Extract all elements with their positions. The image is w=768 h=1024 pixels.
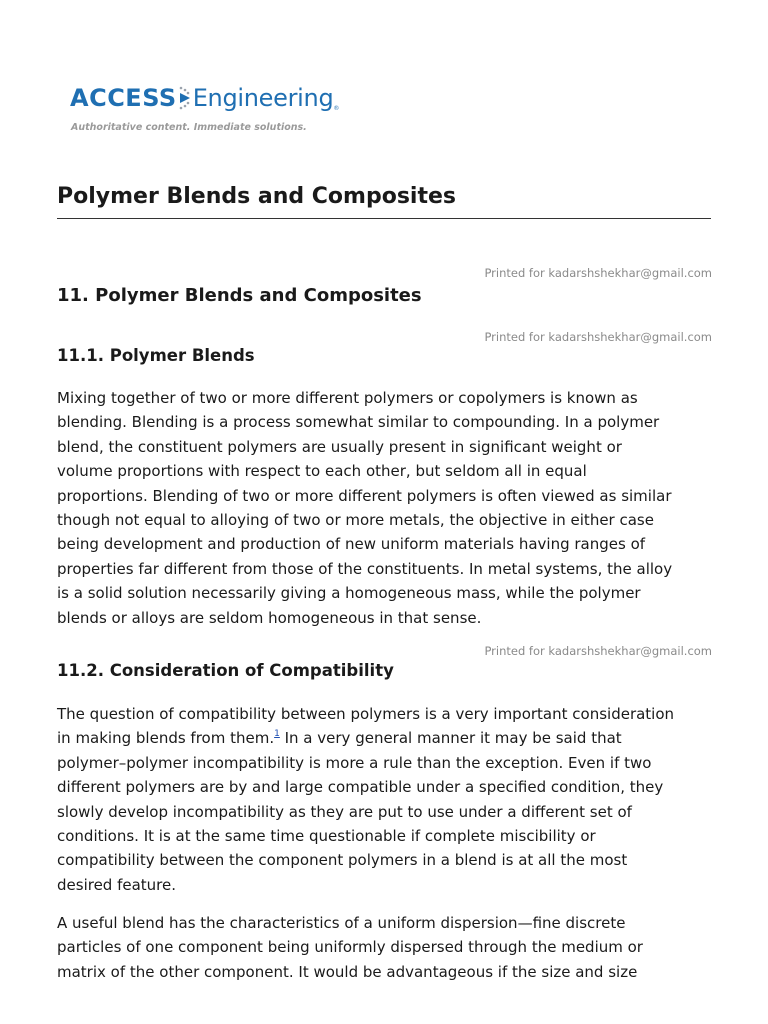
text-line: blend, the constituent polymers are usually present in significant weight or [57,437,622,456]
logo-arrow-icon [178,85,192,111]
text-segment: in making blends from them. [57,729,275,748]
body-paragraph [57,702,713,897]
printed-for-notice: Printed for kadarshshekhar@gmail.com [484,266,712,280]
text-line: though not equal to alloying of two or more metals, the objective in either case [57,511,654,530]
section-heading: 11.1. Polymer Blends [57,346,255,365]
logo-engineering-text: Engineering [192,84,334,112]
title-divider [57,218,711,219]
text-line: particles of one component being uniformly dispersed through the medium or [57,938,643,957]
printed-for-notice: Printed for kadarshshekhar@gmail.com [484,644,712,658]
logo-wordmark [70,84,339,118]
text-line-with-footnote [57,726,713,750]
text-line: proportions. Blending of two or more different polymers is often viewed as similar [57,486,672,505]
text-line: conditions. It is at the same time questionable if complete miscibility or [57,827,596,846]
logo-registered-mark: ® [333,105,340,112]
text-line: blending. Blending is a process somewhat similar to compounding. In a polymer [57,413,660,432]
body-paragraph [57,911,713,984]
chapter-heading: 11. Polymer Blends and Composites [57,285,422,306]
text-line: properties far different from those of the constituents. In metal systems, the alloy [57,559,673,578]
section-heading: 11.2. Consideration of Compatibility [57,661,394,680]
text-segment: In a very general manner it may be said that [279,729,622,748]
text-line: polymer–polymer incompatibility is more a rule than the exception. Even if two [57,753,652,772]
text-line: volume proportions with respect to each other, but seldom all in equal [57,462,587,481]
logo-tagline: Authoritative content. Immediate solutions. [71,122,307,133]
footnote-link[interactable]: 1 [274,729,280,740]
text-line: is a solid solution necessarily giving a homogeneous mass, while the polymer [57,584,641,603]
text-line: compatibility between the component polymers in a blend is at all the most [57,851,628,870]
text-line: different polymers are by and large compatible under a specified condition, they [57,778,664,797]
text-line: slowly develop incompatibility as they are put to use under a different set of [57,802,632,821]
document-title: Polymer Blends and Composites [57,184,456,209]
logo-access-text: ACCESS [70,84,177,112]
text-line: Mixing together of two or more different polymers or copolymers is known as [57,389,638,407]
body-paragraph [57,386,713,630]
text-line: matrix of the other component. It would be advantageous if the size and size [57,962,638,981]
text-line: blends or alloys are seldom homogeneous in that sense. [57,608,482,627]
printed-for-notice: Printed for kadarshshekhar@gmail.com [484,330,712,344]
text-line: The question of compatibility between polymers is a very important consideration [57,705,675,723]
text-line: being development and production of new uniform materials having ranges of [57,535,646,554]
text-line: A useful blend has the characteristics of a uniform dispersion—fine discrete [57,914,626,932]
text-line: desired feature. [57,875,177,894]
access-engineering-logo [70,84,360,136]
